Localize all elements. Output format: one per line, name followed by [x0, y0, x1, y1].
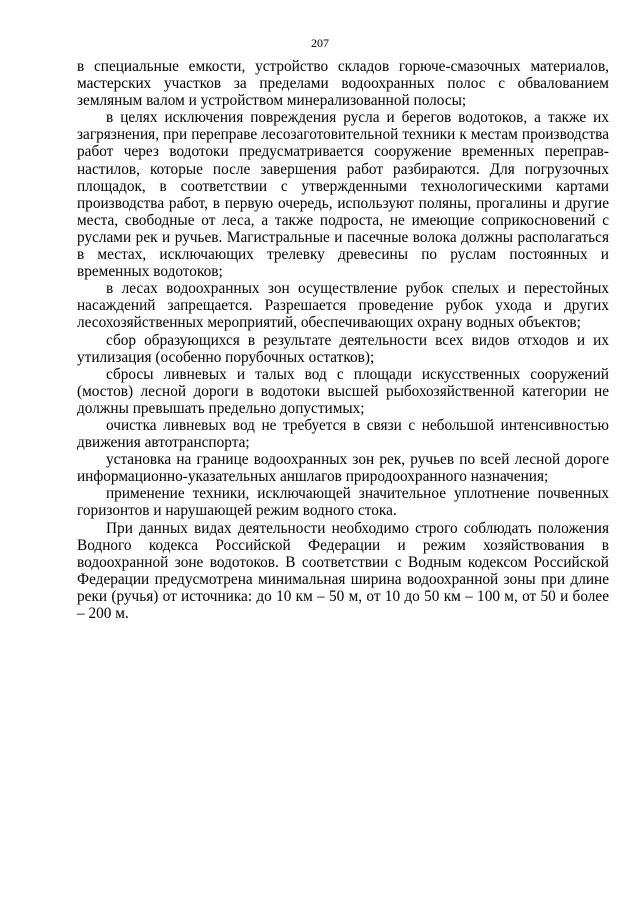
paragraph-information-signs: установка на границе водоохранных зон рек, ручьев по всей лесной дороге информационно-указательных аншлагов природоохранного назначения;	[77, 451, 609, 486]
page-number: 207	[311, 36, 329, 50]
paragraph-stormwater-treatment: очистка ливневых вод не требуется в связи с небольшой интенсивностью движения автотранспорта;	[77, 416, 609, 452]
paragraph-equipment-use: применение техники, исключающей значительное уплотнение почвенных горизонтов и нарушающей режим водного стока.	[77, 485, 609, 520]
paragraph-waste-collection: сбор образующихся в результате деятельности всех видов отходов и их утилизация (особенно порубочных остатков);	[77, 331, 609, 366]
paragraph-stormwater-discharge: сбросы ливневых и талых вод с площади искусственных сооружений (мостов) лесной дороги в водотоки высшей рыбохозяйственной категории не должны превышать предельно допустимых;	[77, 365, 609, 417]
paragraph-continuation: в специальные емкости, устройство складов горюче-смазочных материалов, мастерских участков за пределами водоохранных полос с обвалованием земляным валом и устройством минерализованной полосы;	[77, 58, 609, 110]
paragraph-riverbed-protection: в целях исключения повреждения русла и берегов водотоков, а также их загрязнения, при переправе лесозаготовительной техники к местам производства работ через водотоки предусматривается сооружение временных переправ-настилов, которые после завершения работ разбираются. Для погрузочных площадок, в соответствии с утвержденными технологическими картами производства работ, в первую очередь, используют поляны, прогалины и другие места, свободные от леса, а также подроста, не имеющие соприкосновений с руслами рек и ручьев. Магистральные и пасечные волока должны располагаться в местах, исключающих трелевку древесины по руслам постоянных и временных водотоков;	[77, 109, 609, 281]
paragraph-logging-restriction: в лесах водоохранных зон осуществление рубок спелых и перестойных насаждений запрещается. Разрешается проведение рубок ухода и других лесохозяйственных мероприятий, обеспечивающих охрану водных объектов;	[77, 280, 609, 332]
document-body	[77, 58, 609, 622]
paragraph-water-code: При данных видах деятельности необходимо строго соблюдать положения Водного кодекса Российской Федерации и режим хозяйствования в водоохранной зоне водотоков. В соответствии с Водным кодексом Российской Федерации предусмотрена минимальная ширина водоохранной зоны при длине реки (ручья) от источника: до 10 км – 50 м, от 10 до 50 км – 100 м, от 50 и более – 200 м.	[77, 519, 609, 622]
